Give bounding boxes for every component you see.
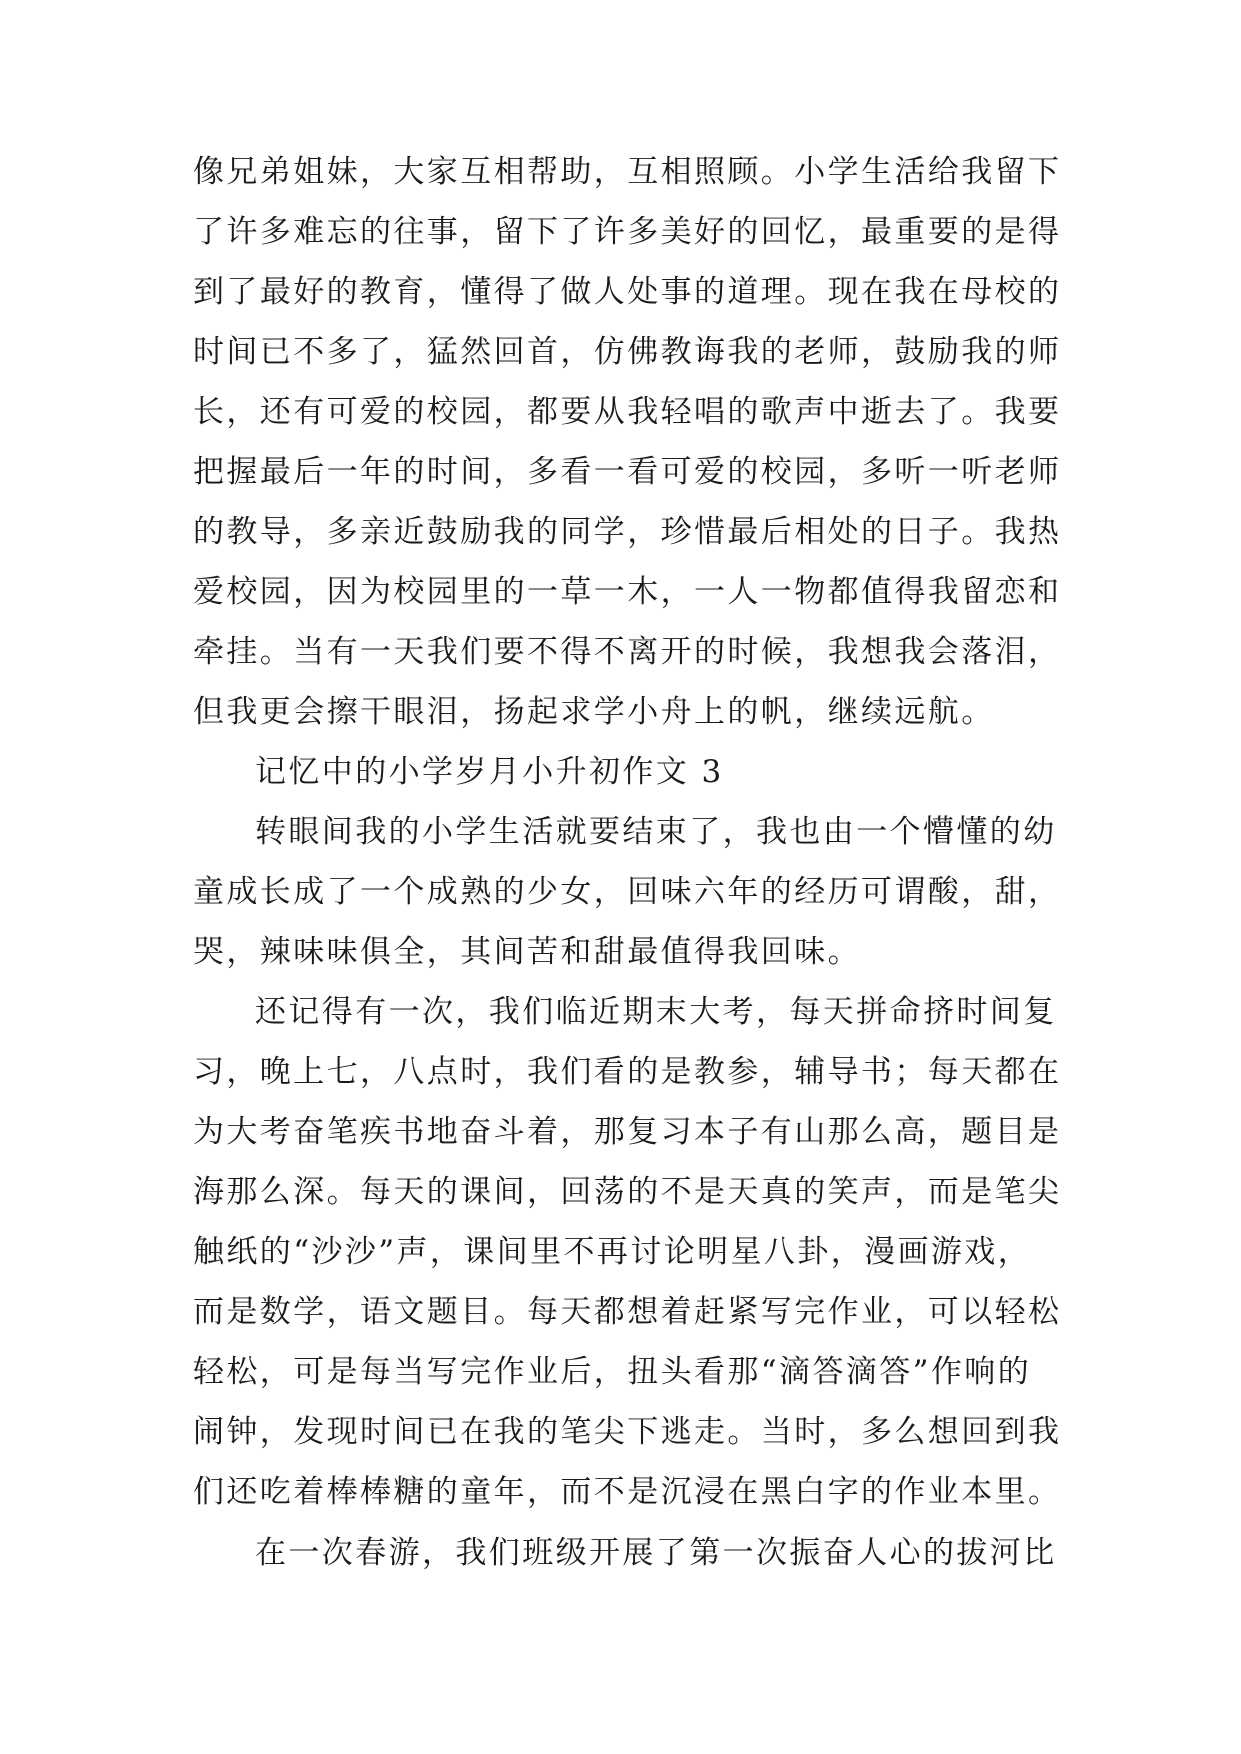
text-line: 闹钟，发现时间已在我的笔尖下逃走。当时，多么想回到我	[193, 1414, 1062, 1450]
text-line: 海那么深。每天的课间，回荡的不是天真的笑声，而是笔尖	[193, 1174, 1062, 1210]
text-line: 还记得有一次，我们临近期末大考，每天拼命挤时间复	[255, 994, 1057, 1030]
text-line: 为大考奋笔疾书地奋斗着，那复习本子有山那么高，题目是	[193, 1114, 1062, 1150]
text-line: 爱校园，因为校园里的一草一木，一人一物都值得我留恋和	[193, 574, 1062, 610]
text-line: 到了最好的教育，懂得了做人处事的道理。现在我在母校的	[193, 274, 1062, 310]
text-line: 但我更会擦干眼泪，扬起求学小舟上的帆，继续远航。	[193, 694, 995, 730]
section-heading: 记忆中的小学岁月小升初作文 3	[255, 754, 724, 790]
text-line: 哭，辣味味俱全，其间苦和甜最值得我回味。	[193, 934, 861, 970]
text-line: 在一次春游，我们班级开展了第一次振奋人心的拔河比	[255, 1535, 1057, 1571]
text-line: 轻松，可是每当写完作业后，扭头看那“滴答滴答”作响的	[193, 1354, 1032, 1390]
text-line: 触纸的“沙沙”声，课间里不再讨论明星八卦，漫画游戏，	[193, 1234, 1032, 1270]
text-line: 了许多难忘的往事，留下了许多美好的回忆，最重要的是得	[193, 214, 1062, 250]
text-line: 习，晚上七，八点时，我们看的是教参，辅导书；每天都在	[193, 1054, 1062, 1090]
text-line: 们还吃着棒棒糖的童年，而不是沉浸在黑白字的作业本里。	[193, 1474, 1062, 1510]
text-line: 像兄弟姐妹，大家互相帮助，互相照顾。小学生活给我留下	[193, 154, 1062, 190]
text-line: 的教导，多亲近鼓励我的同学，珍惜最后相处的日子。我热	[193, 514, 1062, 550]
text-line: 把握最后一年的时间，多看一看可爱的校园，多听一听老师	[193, 454, 1062, 490]
text-line: 转眼间我的小学生活就要结束了，我也由一个懵懂的幼	[255, 814, 1057, 850]
text-line: 童成长成了一个成熟的少女，回味六年的经历可谓酸，甜，	[193, 874, 1062, 910]
text-line: 长，还有可爱的校园，都要从我轻唱的歌声中逝去了。我要	[193, 394, 1062, 430]
text-line: 牵挂。当有一天我们要不得不离开的时候，我想我会落泪，	[193, 634, 1062, 670]
text-line: 而是数学，语文题目。每天都想着赶紧写完作业，可以轻松	[193, 1294, 1062, 1330]
text-line: 时间已不多了，猛然回首，仿佛教诲我的老师，鼓励我的师	[193, 334, 1062, 370]
